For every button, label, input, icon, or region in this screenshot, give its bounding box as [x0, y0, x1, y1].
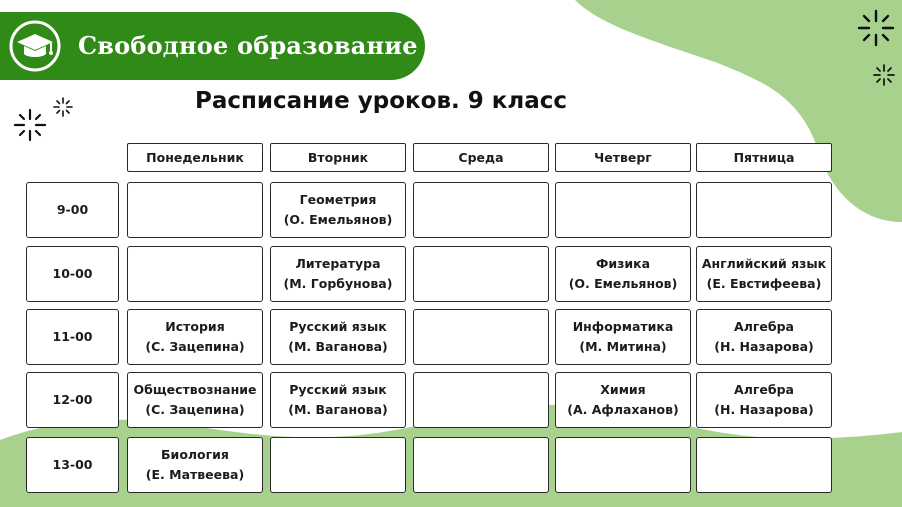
day-label: Среда: [458, 149, 504, 165]
empty-cell: [270, 437, 406, 493]
empty-cell: [413, 246, 549, 302]
empty-cell: [555, 437, 691, 493]
lesson-subject: Биология: [161, 447, 229, 462]
time-label: 9-00: [56, 202, 89, 217]
time-cell: [26, 372, 119, 428]
lesson-cell: [270, 309, 406, 365]
time-label: 12-00: [52, 392, 93, 407]
lesson-cell: [555, 246, 691, 302]
lesson-cell: [696, 372, 832, 428]
lesson-teacher: (С. Зацепина): [145, 339, 245, 354]
lesson-teacher: (Е. Матвеева): [145, 467, 245, 482]
day-label: Вторник: [307, 149, 369, 165]
sparkle-icon: [872, 63, 896, 87]
day-label: Пятница: [733, 149, 795, 165]
lesson-subject: Физика: [595, 256, 651, 271]
time-cell: [26, 246, 119, 302]
day-header: [127, 143, 263, 172]
lesson-cell: [696, 246, 832, 302]
lesson-cell: [555, 372, 691, 428]
lesson-subject: Русский язык: [289, 382, 387, 397]
lesson-subject: Английский язык: [701, 256, 827, 271]
empty-cell: [413, 437, 549, 493]
day-header: [555, 143, 691, 172]
empty-cell: [696, 437, 832, 493]
day-label: Понедельник: [146, 149, 244, 165]
sparkle-icon: [856, 8, 896, 48]
lesson-cell: [270, 372, 406, 428]
lesson-teacher: (С. Зацепина): [145, 402, 245, 417]
sparkle-icon: [52, 96, 74, 118]
lesson-subject: Алгебра: [734, 319, 794, 334]
empty-cell: [555, 182, 691, 238]
time-cell: [26, 182, 119, 238]
lesson-teacher: (Н. Назарова): [714, 339, 814, 354]
empty-cell: [413, 309, 549, 365]
day-label: Четверг: [594, 149, 652, 165]
lesson-subject: Обществознание: [133, 382, 257, 397]
lesson-cell: [270, 246, 406, 302]
time-label: 13-00: [52, 457, 93, 472]
lesson-teacher: (А. Афлаханов): [567, 402, 679, 417]
day-header: [696, 143, 832, 172]
lesson-subject: Русский язык: [289, 319, 387, 334]
brand-name: Свободное образование: [78, 31, 418, 60]
empty-cell: [696, 182, 832, 238]
lesson-teacher: (Н. Назарова): [714, 402, 814, 417]
empty-cell: [413, 182, 549, 238]
lesson-subject: Химия: [600, 382, 646, 397]
lesson-teacher: (О. Емельянов): [568, 276, 678, 291]
lesson-subject: Алгебра: [734, 382, 794, 397]
time-cell: [26, 437, 119, 493]
empty-cell: [127, 182, 263, 238]
lesson-teacher: (М. Митина): [579, 339, 667, 354]
lesson-subject: Литература: [295, 256, 381, 271]
lesson-cell: [696, 309, 832, 365]
graduation-cap-icon: [9, 20, 61, 72]
time-cell: [26, 309, 119, 365]
lesson-teacher: (М. Горбунова): [283, 276, 393, 291]
lesson-cell: [555, 309, 691, 365]
empty-cell: [127, 246, 263, 302]
lesson-teacher: (О. Емельянов): [283, 212, 393, 227]
day-header: [270, 143, 406, 172]
sparkle-icon: [12, 107, 48, 143]
time-label: 11-00: [52, 329, 93, 344]
time-label: 10-00: [52, 266, 93, 281]
lesson-cell: [127, 437, 263, 493]
lesson-subject: История: [165, 319, 225, 334]
lesson-teacher: (Е. Евстифеева): [706, 276, 822, 291]
lesson-teacher: (М. Ваганова): [288, 339, 388, 354]
lesson-teacher: (М. Ваганова): [288, 402, 388, 417]
page-title: Расписание уроков. 9 класс: [194, 88, 567, 114]
lesson-cell: [270, 182, 406, 238]
brand-banner: [0, 12, 425, 80]
empty-cell: [413, 372, 549, 428]
day-header: [413, 143, 549, 172]
lesson-subject: Информатика: [572, 319, 674, 334]
lesson-cell: [127, 372, 263, 428]
lesson-subject: Геометрия: [299, 192, 377, 207]
lesson-cell: [127, 309, 263, 365]
